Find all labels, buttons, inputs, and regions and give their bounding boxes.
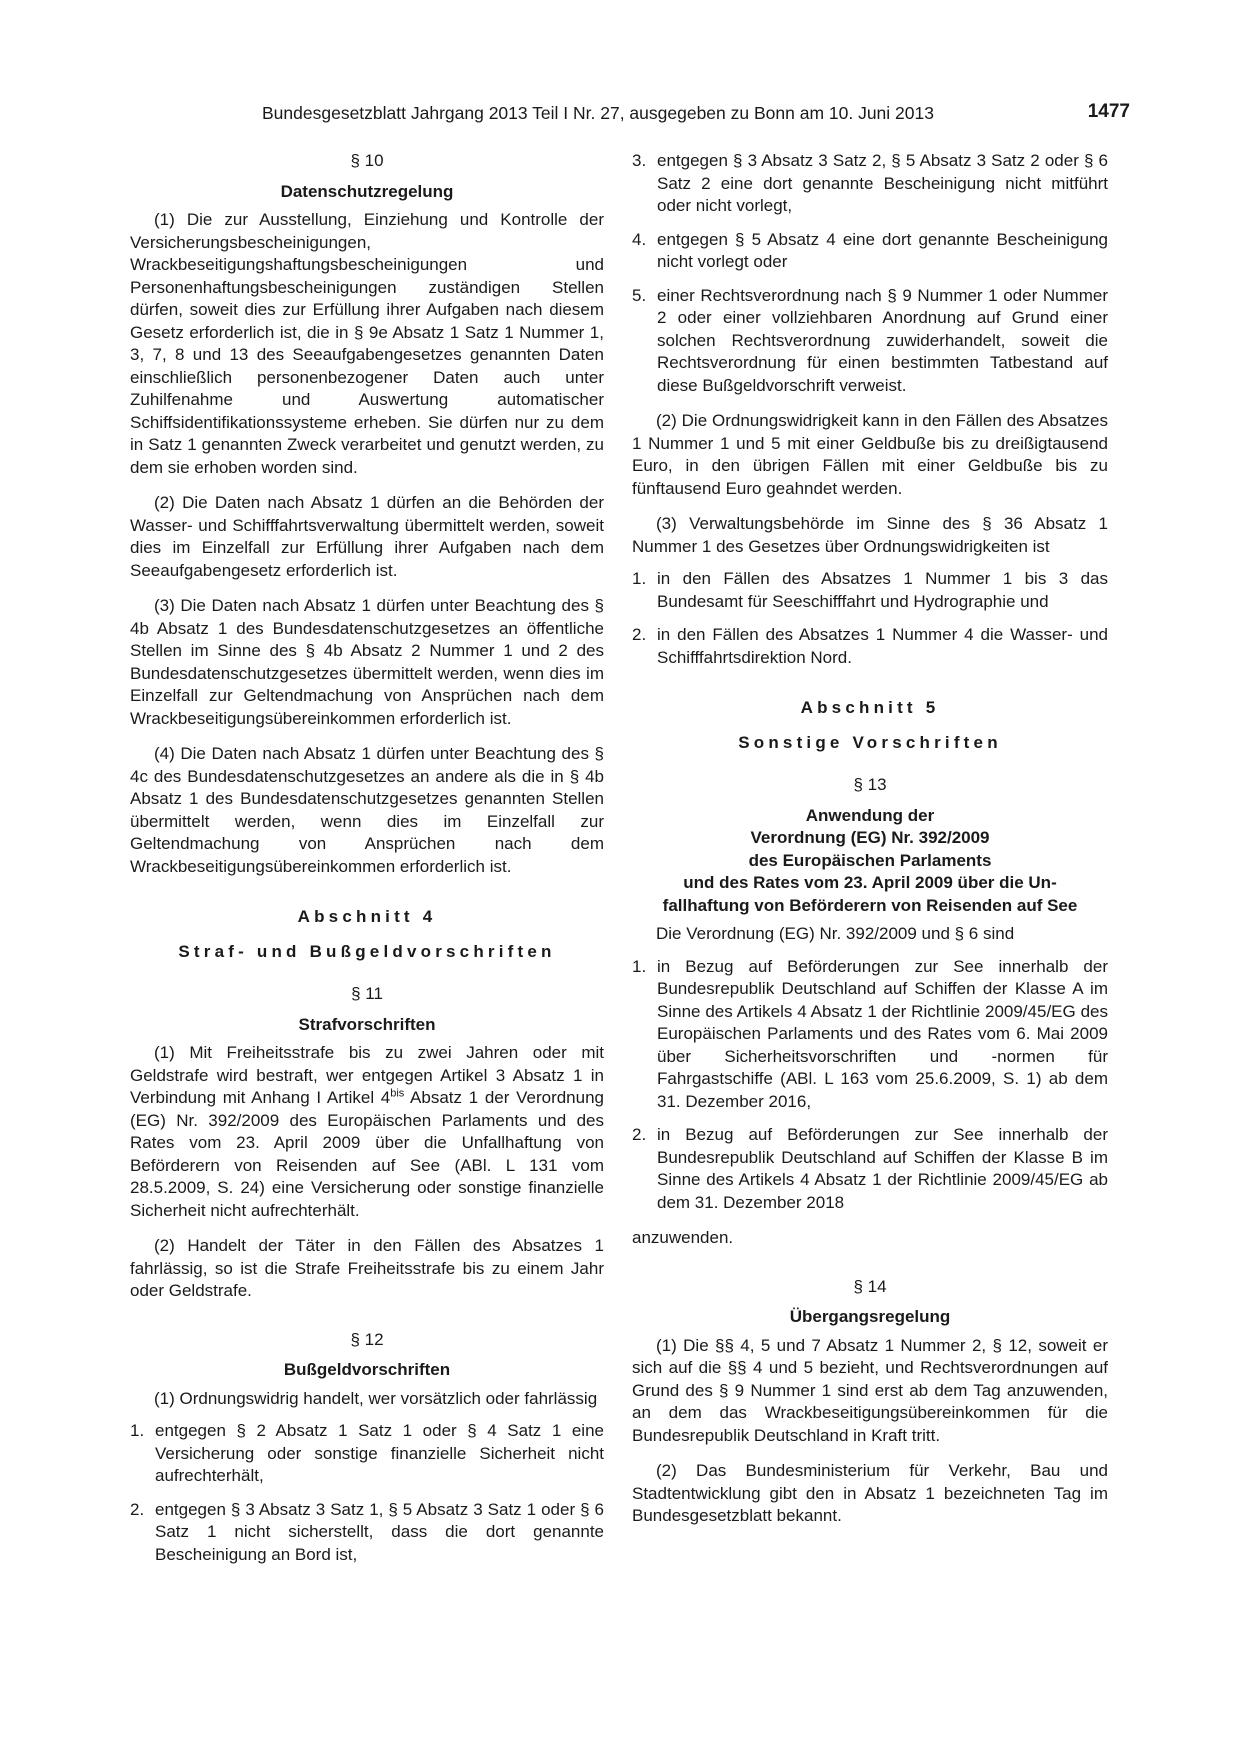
part-label: Abschnitt 5 [800,698,940,717]
item-number: 1. [632,956,647,976]
title-line: fallhaftung von Beförderern von Reisenden auf See [662,895,1078,915]
section-number: § 14 [853,1276,887,1296]
item-text: entgegen § 2 Absatz 1 Satz 1 oder § 4 Satz 1 eine Versicherung oder sonstige finanzielle Sicherheit nicht aufrechterhält, [155,1421,604,1485]
item-text: in Bezug auf Beförderungen zur See innerhalb der Bundesrepublik Deutschland auf Schiffen der Klasse A im Sinne des Artikels 4 Absatz 1 der Richtlinie 2009/45/EG des Europäischen Parlaments und des Rates vom 6. Mai 2009 über Sicherheitsvorschriften und -normen für Fahrgastschiffe (ABl. L 163 vom 25.6.2009, S. 1) ab dem 31. Dezember 2016, [657,956,1108,1111]
item-text: in den Fällen des Absatzes 1 Nummer 1 bis 3 das Bundesamt für Seeschifffahrt und Hydrographie und [657,569,1108,611]
paragraph: (2) Die Daten nach Absatz 1 dürfen an die Behörden der Wasser- und Schifffahrtsverwaltung übermittelt werden, soweit dies im Einzelfall zur Erfüllung ihrer Aufgaben nach dem Seeaufgabengesetz erforderlich ist. [130,493,604,580]
enumeration-list [632,956,1108,1215]
part-label: Abschnitt 4 [297,907,437,926]
title-line: des Europäischen Parlaments [748,850,992,870]
item-number: 2. [130,1499,145,1519]
section-title: Datenschutzregelung [280,181,454,201]
paragraph: (4) Die Daten nach Absatz 1 dürfen unter Beachtung des § 4c des Bundesdatenschutzgesetzes an andere als die in § 4b Absatz 1 des Bundesdatenschutzgesetzes genannten Stellen übermittelt werden, wenn dies im Einzelfall zur Geltendmachung von Ansprüchen nach dem Wrackbeseitigungsübereinkommen erforderlich ist. [130,744,604,876]
page-number: 1477 [1087,101,1130,122]
page-header [262,101,1130,125]
paragraph: (3) Verwaltungsbehörde im Sinne des § 36 Absatz 1 Nummer 1 des Gesetzes über Ordnungswidrigkeiten ist [632,514,1108,556]
item-text: entgegen § 3 Absatz 3 Satz 2, § 5 Absatz 3 Satz 2 oder § 6 Satz 2 eine dort genannte Bescheinigung nicht mitführt oder nicht vorlegt, [657,151,1108,215]
title-line: Verordnung (EG) Nr. 392/2009 [750,828,990,847]
item-text: einer Rechtsverordnung nach § 9 Nummer 1 oder Nummer 2 oder einer vollziehbaren Anordnung auf Grund einer solchen Rechtsverordnung zuwiderhandelt, soweit die Rechtsverordnung für einen bestimmten Tatbestand auf diese Bußgeldvorschrift verweist. [657,285,1108,395]
paragraph: Die Verordnung (EG) Nr. 392/2009 und § 6 sind [656,924,1015,943]
superscript: bis [390,1087,405,1100]
item-number: 3. [632,151,647,170]
item-text: entgegen § 5 Absatz 4 eine dort genannte Bescheinigung nicht vorlegt oder [657,229,1108,271]
paragraph: (2) Handelt der Täter in den Fällen des Absatzes 1 fahrlässig, so ist die Strafe Freiheitsstrafe bis zu einem Jahr oder Geldstrafe. [130,1236,604,1300]
enumeration-list [632,150,1108,397]
item-text: in den Fällen des Absatzes 1 Nummer 4 die Wasser- und Schifffahrtsdirektion Nord. [657,625,1108,667]
item-number: 1. [632,569,647,588]
item-number: 2. [632,1125,647,1144]
list-item [632,229,1108,274]
left-column [130,150,604,1579]
list-item [632,1124,1108,1214]
paragraph: (2) Das Bundesministerium für Verkehr, Bau und Stadtentwicklung gibt den in Absatz 1 bezeichneten Tag im Bundesgesetzblatt bekannt. [632,1461,1108,1525]
part-title: Straf- und Bußgeldvorschriften [178,941,556,961]
paragraph: (1) Die §§ 4, 5 und 7 Absatz 1 Nummer 2, § 12, soweit er sich auf die §§ 4 und 5 bezieht, und Rechtsverordnungen auf Grund des § 9 Nummer 1 sind erst ab dem Tag anzuwenden, an dem das Wrackbeseitigungsübereinkommen für die Bundesrepublik Deutschland in Kraft tritt. [632,1335,1108,1445]
list-item [632,624,1108,669]
enumeration-list [130,1420,604,1566]
paragraph: (1) Ordnungswidrig handelt, wer vorsätzlich oder fahrlässig [154,1388,598,1408]
part-title: Sonstige Vorschriften [738,732,1002,752]
list-item [632,956,1108,1114]
title-line: und des Rates vom 23. April 2009 über die Un- [683,873,1057,892]
section-title: Bußgeldvorschriften [283,1360,451,1379]
list-item [632,568,1108,613]
item-number: 2. [632,625,647,644]
item-text: in Bezug auf Beförderungen zur See innerhalb der Bundesrepublik Deutschland auf Schiffen der Klasse B im Sinne des Artikels 4 Absatz 1 der Richtlinie 2009/45/EG ab dem 31. Dezember 2018 [657,1125,1108,1212]
item-number: 4. [632,229,647,249]
list-item [632,150,1108,218]
list-item [632,285,1108,398]
paragraph-text: (1) Mit Freiheitsstrafe bis zu zwei Jahren oder mit Geldstrafe wird bestraft, wer entgegen Artikel 3 Absatz 1 in Verbindung mit Anhang I Artikel 4 [130,1043,604,1107]
list-item [130,1499,604,1567]
section-title: Strafvorschriften [298,1014,436,1034]
paragraph: (3) Die Daten nach Absatz 1 dürfen unter Beachtung des § 4b Absatz 1 des Bundesdatenschutzgesetzes an öffentliche Stellen im Sinne des § 4b Absatz 2 Nummer 1 und 2 des Bundesdatenschutzgesetzes übermittelt werden, wenn dies im Einzelfall zur Geltendmachung von Ansprüchen nach dem Wrackbeseitigungsübereinkommen erforderlich ist. [130,596,604,728]
paragraph [130,1042,604,1222]
paragraph-text: Absatz 1 der Verordnung (EG) Nr. 392/2009 des Europäischen Parlaments und des Rates vom 23. April 2009 über die Unfallhaftung von Beförderern von Reisenden auf See (ABl. L 131 vom 28.5.2009, S. 24) eine Versicherung oder sonstige finanzielle Sicherheit nicht aufrechterhält. [130,1088,605,1220]
section-number: § 12 [350,1329,384,1349]
section-title [632,805,1108,918]
list-item [130,1420,604,1488]
section-number: § 10 [350,151,384,170]
item-number: 5. [632,285,647,305]
title-line: Anwendung der [805,805,935,825]
paragraph: (2) Die Ordnungswidrigkeit kann in den Fällen des Absatzes 1 Nummer 1 und 5 mit einer Geldbuße bis zu dreißigtausend Euro, in den übrigen Fällen mit einer Geldbuße bis zu fünftausend Euro geahndet werden. [632,411,1108,498]
paragraph: anzuwenden. [632,1228,734,1247]
running-title: Bundesgesetzblatt Jahrgang 2013 Teil I Nr. 27, ausgegeben zu Bonn am 10. Juni 2013 [262,103,934,123]
enumeration-list [632,568,1108,669]
item-text: entgegen § 3 Absatz 3 Satz 1, § 5 Absatz 3 Satz 1 oder § 6 Satz 1 nicht sicherstellt, dass die dort genannte Bescheinigung an Bord ist, [155,1499,604,1564]
section-number: § 13 [853,775,887,794]
section-title: Übergangsregelung [789,1307,951,1326]
section-number: § 11 [351,984,383,1003]
right-column [632,150,1108,1541]
item-number: 1. [130,1421,145,1440]
paragraph: (1) Die zur Ausstellung, Einziehung und Kontrolle der Versicherungsbescheinigungen, Wrackbeseitigungshaftungsbescheinigungen und Personenhaftungsbescheinigungen zuständigen Stellen dürfen, soweit dies zur Erfüllung ihrer Aufgaben nach diesem Gesetz erforderlich ist, die in § 9e Absatz 1 Satz 1 Nummer 1, 3, 7, 8 und 13 des Seeaufgabengesetzes genannten Daten einschließlich personenbezogener Daten auch unter Zuhilfenahme und Auswertung automatischer Schiffsidentifikationssysteme erheben. Sie dürfen nur zu dem in Satz 1 genannten Zweck verarbeitet und genutzt werden, zu dem sie erhoben worden sind. [130,210,604,477]
